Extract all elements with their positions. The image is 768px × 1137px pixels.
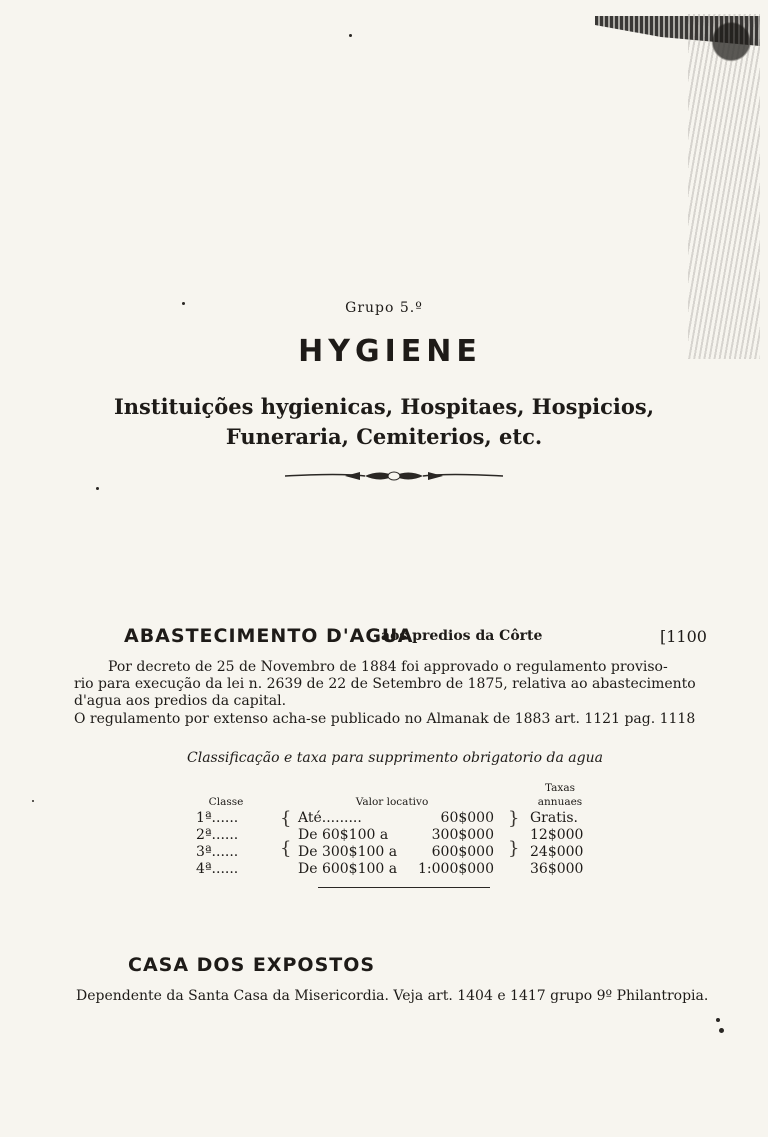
section-heading-water: ABASTECIMENTO D'AGUA — [124, 625, 414, 647]
table-row-taxa: Gratis. — [530, 810, 578, 826]
brace-left: { — [280, 838, 292, 859]
table-row-taxa: 36$000 — [530, 861, 584, 877]
section-heading-expostos: CASA DOS EXPOSTOS — [128, 954, 376, 976]
table-row-classe: 1ª...... — [196, 810, 239, 826]
paragraph-line: O regulamento por extenso acha-se publicado no Almanak de 1883 art. 1121 pag. 1118 — [74, 711, 696, 727]
speck — [96, 487, 99, 490]
group-label: Grupo 5.º — [345, 300, 423, 316]
table-row-amount: 60$000 — [440, 810, 494, 826]
speck — [32, 800, 34, 802]
table-row-amount: 300$000 — [431, 827, 494, 843]
expostos-text: Dependente da Santa Casa da Misericordia. Veja art. 1404 e 1417 grupo 9º Philantropia. — [76, 988, 709, 1004]
table-row-taxa: 12$000 — [530, 827, 584, 843]
table-bottom-rule — [318, 887, 490, 888]
header-valor: Valor locativo — [355, 796, 429, 808]
page-title: HYGIENE — [298, 334, 482, 369]
table-row-amount: 1:000$000 — [418, 861, 494, 877]
header-taxas: Taxas — [544, 782, 576, 794]
section-subheading-water: aos predios da Côrte — [381, 628, 543, 644]
subtitle-line-1: Instituições hygienicas, Hospitaes, Hospicios, — [113, 394, 655, 419]
table-row-classe: 2ª...... — [196, 827, 239, 843]
paragraph-line: d'agua aos predios da capital. — [74, 693, 287, 709]
header-annuaes: annuaes — [537, 796, 583, 808]
speck — [719, 1028, 724, 1033]
table-row-valor: Até......... — [298, 810, 362, 826]
paragraph-line: Por decreto de 25 de Novembro de 1884 foi approvado o regulamento proviso- — [108, 659, 668, 675]
table-row-classe: 4ª...... — [196, 861, 239, 877]
brace-right: } — [508, 838, 520, 859]
table-row-valor: De 600$100 a — [298, 861, 398, 877]
brace-right: } — [508, 808, 520, 829]
table-row-valor: De 300$100 a — [298, 844, 398, 860]
article-number: [1100 — [660, 627, 707, 646]
table-row-classe: 3ª...... — [196, 844, 239, 860]
table-caption: Classificação e taxa para supprimento obrigatorio da agua — [187, 750, 603, 766]
brace-left: { — [280, 808, 292, 829]
ornament-divider — [285, 468, 503, 484]
speck — [716, 1018, 720, 1022]
table-row-valor: De 60$100 a — [298, 827, 389, 843]
subtitle-line-2: Funeraria, Cemiterios, etc. — [225, 424, 543, 449]
table-row-taxa: 24$000 — [530, 844, 584, 860]
table-row-amount: 600$000 — [431, 844, 494, 860]
speck — [349, 34, 352, 37]
paragraph-line: rio para execução da lei n. 2639 de 22 de Setembro de 1875, relativa ao abastecimento — [74, 676, 696, 692]
header-classe: Classe — [208, 796, 244, 808]
